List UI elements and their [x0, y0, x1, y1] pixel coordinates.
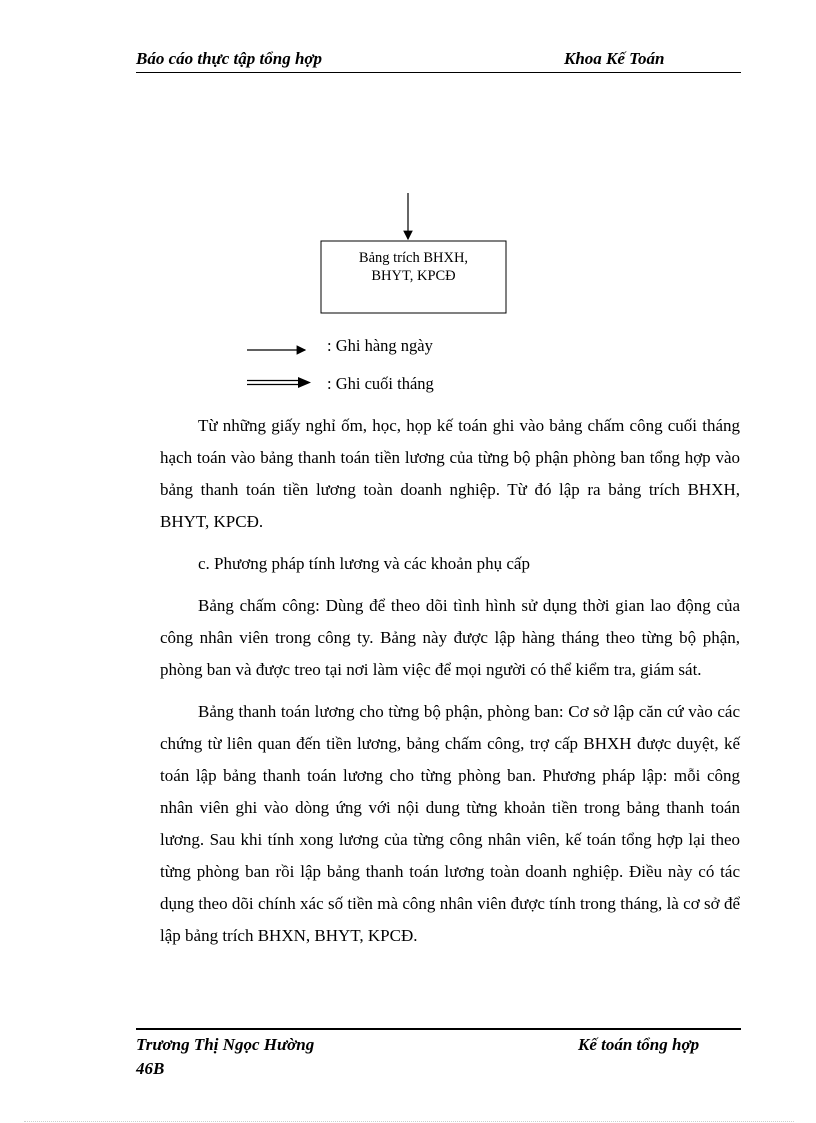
paragraph: Từ những giấy nghỉ ốm, học, họp kế toán ghi vào bảng chấm công cuối tháng hạch toán vào bảng thanh toán tiền lương của từng bộ phận phòng ban tổng hợp vào bảng thanh toán tiền lương toàn doanh nghiệp. Từ đó lập ra bảng trích BHXH, BHYT, KPCĐ.	[160, 416, 740, 531]
author-class: 46B	[136, 1059, 165, 1078]
footer-major: Kế toán tổng hợp	[578, 1035, 700, 1054]
report-box-label	[322, 249, 505, 285]
header-department: Khoa Kế Toán	[564, 49, 665, 68]
report-box-line-2: BHYT, KPCĐ	[371, 268, 456, 284]
footer-rule	[136, 1028, 741, 1030]
header-rule	[136, 72, 741, 73]
paragraph: Bảng chấm công: Dùng để theo dõi tình hình sử dụng thời gian lao động của công nhân viên trong công ty. Bảng này được lập hàng tháng theo từng bộ phận, phòng ban và được treo tại nơi làm việc để mọi người có thể kiểm tra, giám sát.	[160, 596, 740, 679]
author-name: Trương Thị Ngọc Hường	[136, 1035, 315, 1054]
legend-monthly-label: : Ghi cuối tháng	[327, 374, 434, 393]
section-heading: c. Phương pháp tính lương và các khoản phụ cấp	[198, 554, 530, 573]
header-title: Báo cáo thực tập tổng hợp	[136, 49, 323, 68]
page-edge	[24, 1121, 794, 1122]
paragraph: Bảng thanh toán lương cho từng bộ phận, phòng ban: Cơ sở lập căn cứ vào các chứng từ liên quan đến tiền lương, bảng chấm công, trợ cấp BHXH được duyệt, kế toán lập bảng thanh toán lương cho từng phòng ban. Phương pháp lập: mỗi công nhân viên ghi vào dòng ứng với nội dung từng khoản tiền trong bảng thanh toán lương. Sau khi tính xong lương của từng công nhân viên, kế toán tổng hợp lại theo từng phòng ban rồi lập bảng thanh toán lương toàn doanh nghiệp. Điều này có tác dụng theo dõi chính xác số tiền mà công nhân viên được tính trong tháng, là cơ sở để lập bảng trích BHXN, BHYT, KPCĐ.	[160, 702, 740, 945]
footer-author	[136, 1033, 314, 1081]
double-arrow-icon	[247, 377, 311, 388]
legend-daily-label: : Ghi hàng ngày	[327, 336, 433, 355]
body-text	[160, 410, 740, 962]
report-box-line-1: Bảng trích BHXH,	[358, 250, 469, 266]
